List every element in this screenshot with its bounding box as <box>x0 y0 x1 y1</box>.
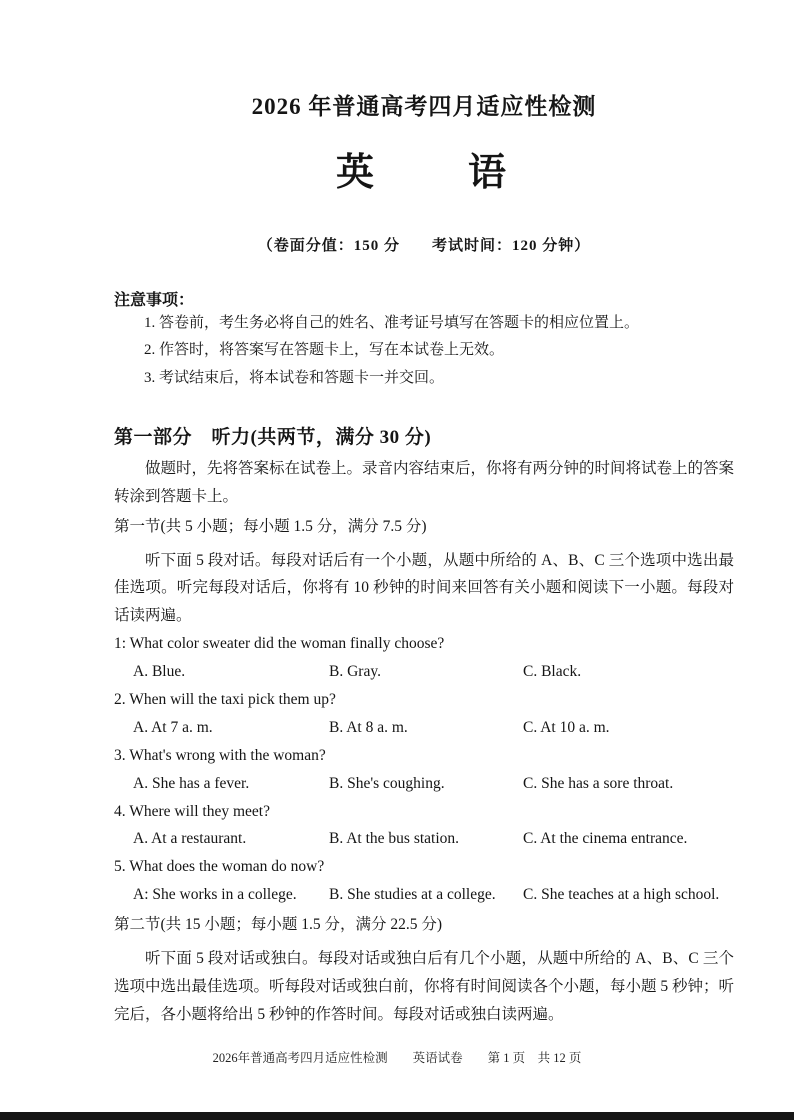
question-text: 5. What does the woman do now? <box>114 858 325 876</box>
notice-item: 2. 作答时，将答案写在答题卡上，写在本试卷上无效。 <box>144 342 505 359</box>
section1-heading: 第一节(共 5 小题；每小题 1.5 分，满分 7.5 分) <box>114 517 427 535</box>
question-block <box>114 798 734 854</box>
question-text: 3. What's wrong with the woman? <box>114 746 326 764</box>
option-b: B. Gray. <box>329 663 381 681</box>
notice-item: 1. 答卷前，考生务必将自己的姓名、准考证号填写在答题卡的相应位置上。 <box>144 315 640 331</box>
exam-title: 2026 年普通高考四月适应性检测 <box>251 94 597 119</box>
question-block <box>114 686 734 742</box>
part1-heading: 第一部分 听力(共两节，满分 30 分) <box>114 426 432 448</box>
question-options <box>114 658 734 686</box>
subject-title: 英 语 <box>335 152 512 194</box>
option-a: A: She works in a college. <box>133 886 297 904</box>
page-footer: 2026年普通高考四月适应性检测 英语试卷 第 1 页 共 12 页 <box>212 1051 582 1065</box>
notice-heading: 注意事项： <box>114 292 195 309</box>
section1-intro: 听下面 5 段对话。每段对话后有一个小题，从题中所给的 A、B、C 三个选项中选出最佳选项。听完每段对话后，你将有 10 秒钟的时间来回答有关小题和阅读下一小题。每段对话读两遍。 <box>114 551 734 625</box>
option-b: B. She's coughing. <box>329 774 445 792</box>
option-a: A. She has a fever. <box>133 774 250 792</box>
question-options <box>114 881 734 909</box>
question-options <box>114 714 734 742</box>
option-c: C. She teaches at a high school. <box>523 886 720 904</box>
notice-section <box>114 287 734 392</box>
exam-meta: （卷面分值：150 分 考试时间：120 分钟） <box>257 238 591 254</box>
part1-intro: 做题时，先将答案标在试卷上。录音内容结束后，你将有两分钟的时间将试卷上的答案转涂到答题卡上。 <box>114 459 735 505</box>
question-options <box>114 770 734 798</box>
question-text: 4. Where will they meet? <box>114 802 270 820</box>
question-text: 2. When will the taxi pick them up? <box>114 691 336 709</box>
option-c: C. At the cinema entrance. <box>523 830 688 848</box>
question-block <box>114 742 734 798</box>
option-b: B. At the bus station. <box>329 830 460 848</box>
option-c: C. She has a sore throat. <box>523 774 674 792</box>
listening-part <box>114 422 734 1029</box>
option-a: A. At 7 a. m. <box>133 718 213 736</box>
question-block <box>114 630 734 686</box>
option-b: B. At 8 a. m. <box>329 718 408 736</box>
scan-edge-bottom <box>0 1112 794 1120</box>
option-c: C. Black. <box>523 663 582 681</box>
option-c: C. At 10 a. m. <box>523 718 610 736</box>
section2-heading: 第二节(共 15 小题；每小题 1.5 分，满分 22.5 分) <box>114 916 443 934</box>
question-options <box>114 825 734 853</box>
notice-item: 3. 考试结束后，将本试卷和答题卡一并交回。 <box>144 369 445 386</box>
section2-intro: 听下面 5 段对话或独白。每段对话或独白后有几个小题，从题中所给的 A、B、C 三个选项中选出最佳选项。听每段对话或独白前，你将有时间阅读各个小题，每小题 5 秒钟；听完后，各小题将给出 5 秒钟的作答时间。每段对话或独白读两遍。 <box>114 950 735 1023</box>
question-text: 1: What color sweater did the woman finally choose? <box>114 635 445 653</box>
option-a: A. At a restaurant. <box>133 830 247 848</box>
question-block <box>114 853 734 909</box>
option-a: A. Blue. <box>133 663 186 681</box>
option-b: B. She studies at a college. <box>329 886 496 904</box>
